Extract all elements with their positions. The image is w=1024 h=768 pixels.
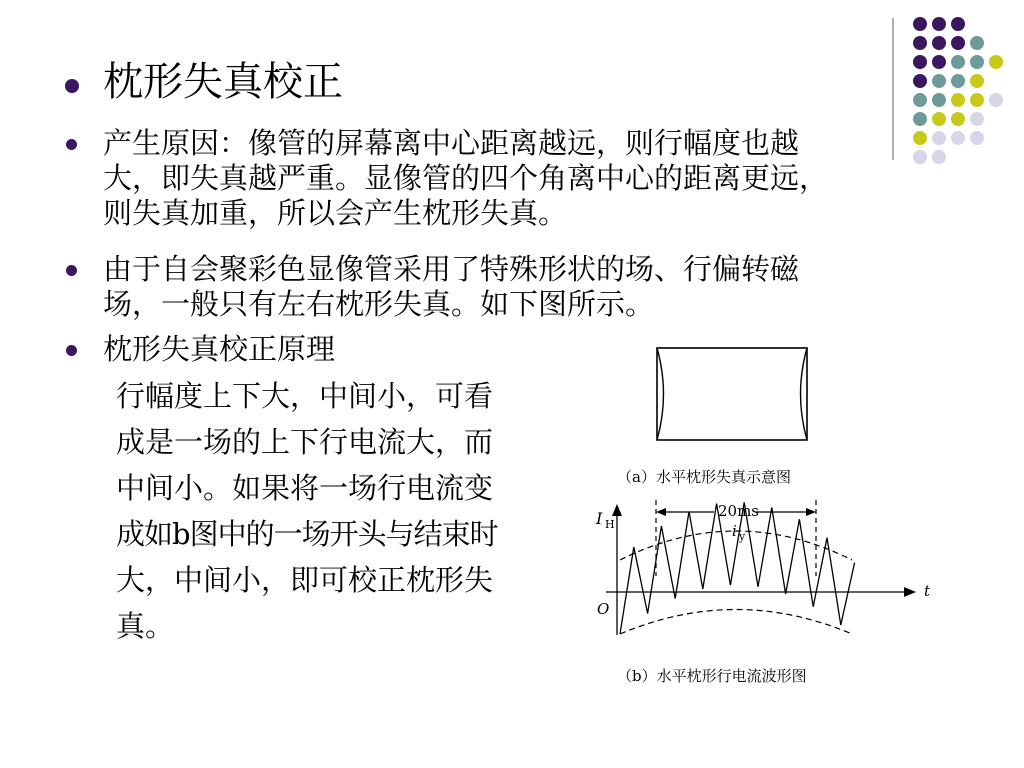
bullet-2 — [103, 252, 799, 322]
corner-dot-grid — [913, 17, 1003, 164]
sub-paragraph-line: 中间小。如果将一场行电流变 — [116, 471, 494, 505]
decor-dot — [913, 112, 927, 126]
axis-y-label: I — [596, 509, 603, 528]
bullet-1-line: 产生原因：像管的屏幕离中心距离越远，则行幅度也越 — [103, 126, 800, 160]
decor-dot — [951, 112, 965, 126]
decor-dot — [970, 55, 984, 69]
bullet-2-line: 由于自会聚彩色显像管采用了特殊形状的场、行偏转磁 — [103, 252, 800, 286]
decor-dot — [951, 74, 965, 88]
bullet-1-line: 大，即失真越严重。显像管的四个角离中心的距离更远， — [103, 161, 829, 195]
decor-dot — [970, 36, 984, 50]
slide-title: 枕形失真校正 — [103, 59, 343, 105]
period-label: 20ms — [718, 502, 760, 520]
decor-dot — [932, 36, 946, 50]
sub-paragraph-line: 成如b图中的一场开头与结束时 — [116, 517, 498, 551]
decor-dot — [932, 93, 946, 107]
decor-dot — [913, 93, 927, 107]
decor-dot — [951, 55, 965, 69]
pincushion-figure — [590, 340, 950, 690]
title-bullet — [65, 79, 79, 93]
decor-dot — [951, 36, 965, 50]
decor-dot — [913, 150, 927, 164]
decor-dot — [989, 93, 1003, 107]
decor-dot — [970, 93, 984, 107]
pincushion-diagram — [657, 348, 807, 440]
bullet-dot — [66, 139, 77, 150]
origin-label: O — [597, 600, 610, 618]
axis-y-subscript: H — [605, 518, 615, 531]
decor-dot — [932, 17, 946, 31]
decor-dot — [932, 150, 946, 164]
decor-dot — [989, 55, 1003, 69]
bullet-2-line: 场，一般只有左右枕形失真。如下图所示。 — [103, 287, 655, 321]
bullet-1-line: 则失真加重，所以会产生枕形失真。 — [103, 196, 568, 230]
decor-dot — [932, 55, 946, 69]
bullet-dot — [66, 265, 77, 276]
decor-dot — [913, 36, 927, 50]
sub-paragraph-line: 成是一场的上下行电流大，而 — [116, 425, 494, 459]
decor-dot — [951, 17, 965, 31]
wave-subscript: y — [739, 530, 746, 543]
wave-label: i — [732, 522, 737, 540]
axis-x-label: t — [924, 582, 931, 600]
sub-paragraph-line: 大，中间小，即可校正枕形失 — [116, 563, 494, 597]
decor-dot — [970, 74, 984, 88]
decor-dot — [970, 112, 984, 126]
decor-dot — [951, 131, 965, 145]
bullet-3-line: 枕形失真校正原理 — [103, 332, 336, 366]
caption-a: （a）水平枕形失真示意图 — [617, 468, 791, 486]
decor-dot — [932, 131, 946, 145]
sub-paragraph-line: 真。 — [116, 609, 175, 643]
waveform-diagram — [606, 500, 916, 635]
bullet-dot — [66, 345, 77, 356]
decor-dot — [932, 74, 946, 88]
decor-dot — [913, 17, 927, 31]
decor-dot — [970, 131, 984, 145]
decor-dot — [913, 55, 927, 69]
sub-paragraph-line: 行幅度上下大，中间小，可看 — [116, 379, 494, 413]
decor-dot — [932, 112, 946, 126]
caption-b: （b）水平枕形行电流波形图 — [617, 667, 807, 685]
bullet-1 — [103, 126, 828, 231]
decor-dot — [913, 131, 927, 145]
decor-dot — [951, 93, 965, 107]
decor-dot — [913, 74, 927, 88]
bullet-3 — [103, 332, 335, 367]
